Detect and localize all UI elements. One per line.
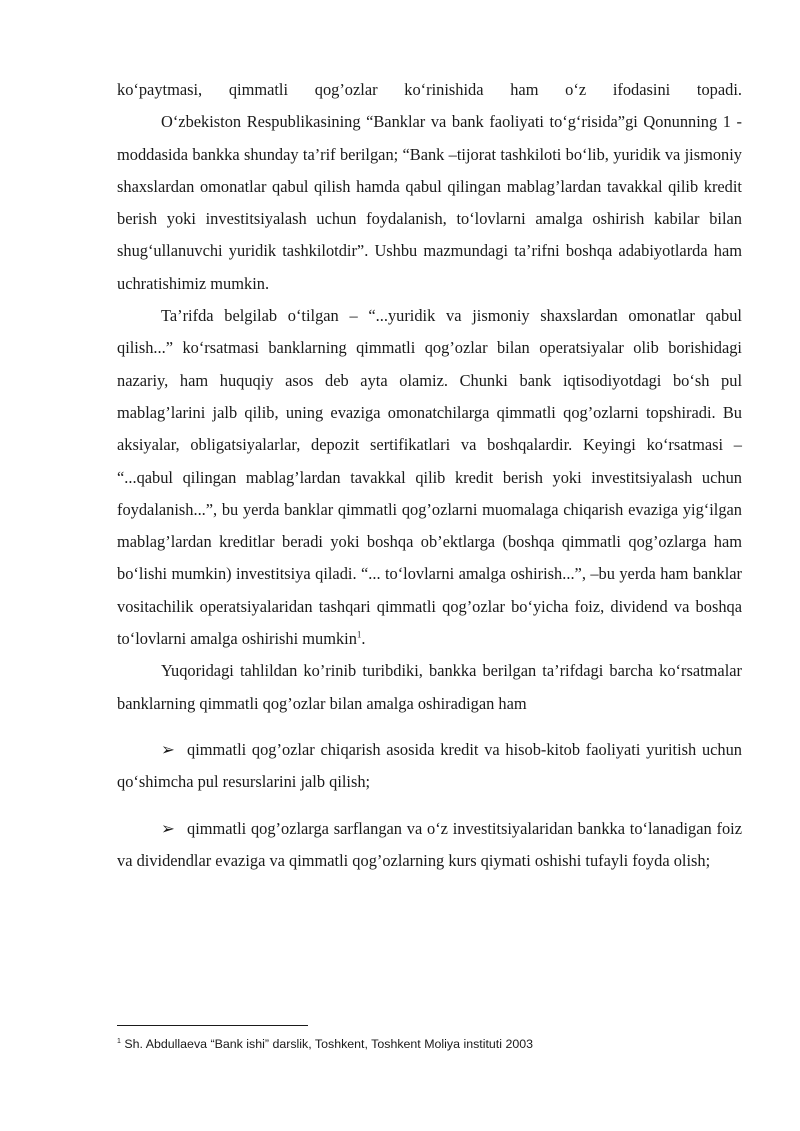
- paragraph-continuation: ko‘paytmasi, qimmatli qog’ozlar ko‘rinishida ham o‘z ifodasini topadi.: [117, 80, 742, 99]
- paragraph-bank-definition: O‘zbekiston Respublikasining “Banklar va bank faoliyati to‘g‘risida”gi Qonunning 1 -moddasida bankka shunday ta’rif berilgan; “Bank –tijorat tashkiloti bo‘lib, yuridik va jismoniy shaxslardan omonatlar qabul qilish hamda qabul qilingan mablag’lardan tavakkal qilib kredit berish yoki investitsiyalash uchun foydalanish, to‘lovlarni amalga oshirish kabilar bilan shug‘ullanuvchi yuridik tashkilotdir”. Ushbu mazmundagi ta’rifni boshqa adabiyotlarda ham uchratishimiz mumkin.: [117, 112, 742, 293]
- footnote-reference[interactable]: 1: [356, 629, 362, 640]
- list-item-text: qimmatli qog’ozlarga sarflangan va o‘z investitsiyalaridan bankka to‘lanadigan foiz va dividendlar evaziga va qimmatli qog’ozlarning kurs qiymati oshishi tufayli foyda olish;: [117, 818, 742, 870]
- list-item: [117, 734, 742, 799]
- list-item: [117, 813, 742, 878]
- paragraph-conclusion: Yuqoridagi tahlildan ko’rinib turibdiki, bankka berilgan ta’rifdagi barcha ko‘rsatmalar banklarning qimmatli qog’ozlar bilan amalga oshiradigan ham: [117, 661, 742, 713]
- list-item-text: qimmatli qog’ozlar chiqarish asosida kredit va hisob-kitob faoliyati yuritish uchun qo‘shimcha pul resurslarini jalb qilish;: [117, 739, 742, 792]
- footnote: [117, 1036, 742, 1052]
- arrow-bullet-icon: ➢: [161, 818, 175, 838]
- footnote-text: Sh. Abdullaeva “Bank ishi” darslik, Toshkent, Toshkent Moliya instituti 2003: [124, 1037, 534, 1051]
- footnote-number: 1: [117, 1037, 121, 1045]
- document-body: [117, 74, 742, 877]
- footnote-divider: [117, 1025, 308, 1026]
- paragraph-analysis: Ta’rifda belgilab o‘tilgan – “...yuridik va jismoniy shaxslardan omonatlar qabul qilish...” ko‘rsatmasi banklarning qimmatli qog’ozlar bilan operatsiyalar olib borishidagi nazariy, ham huquqiy asos deb ayta olamiz. Chunki bank iqtisodiyotdagi bo‘sh pul mablag’larini jalb qilib, uning evaziga omonatchilarga qimmatli qog’ozlarni topshiradi. Bu aksiyalar, obligatsiyalarlar, depozit sertifikatlari va boshqalardir. Keyingi ko‘rsatmasi – “...qabul qilingan mablag’lardan tavakkal qilib kredit berish yoki investitsiyalash uchun foydalanish...”, bu yerda banklar qimmatli qog’ozlarni muomalaga chiqarish evaziga yig‘ilgan mablag’lardan kreditlar beradi yoki boshqa ob’ektlarga (boshqa qimmatli qog’ozlarga ham bo‘lishi mumkin) investitsiya qiladi. “... to‘lovlarni amalga oshirish...”, –bu yerda ham banklar vositachilik operatsiyalaridan tashqari qimmatli qog’ozlar bo‘yicha foiz, dividend va boshqa to‘lovlarni amalga oshirishi mumkin$^1$.: [117, 306, 742, 649]
- paragraph-analysis-text: Ta’rifda belgilab o‘tilgan – “...yuridik va jismoniy shaxslardan omonatlar qabul qilish...” ko‘rsatmasi banklarning qimmatli qog’ozlar bilan operatsiyalar olib borishidagi nazariy, ham huquqiy asos deb ayta olamiz. Chunki bank iqtisodiyotdagi bo‘sh pul mablag’larini jalb qilib, uning evaziga omonatchilarga qimmatli qog’ozlarni topshiradi. Bu aksiyalar, obligatsiyalarlar, depozit sertifikatlari va boshqalardir. Keyingi ko‘rsatmasi – “...qabul qilingan mablag’lardan tavakkal qilib kredit berish yoki investitsiyalash uchun foydalanish...”, bu yerda banklar qimmatli qog’ozlarni muomalaga chiqarish evaziga yig‘ilgan mablag’lardan kreditlar beradi yoki boshqa ob’ektlarga (boshqa qimmatli qog’ozlarga ham bo‘lishi mumkin) investitsiya qiladi. “... to‘lovlarni amalga oshirish...”, –bu yerda ham banklar vositachilik operatsiyalaridan tashqari qimmatli qog’ozlar bo‘yicha foiz, dividend va boshqa to‘lovlarni amalga oshirishi mumkin: [117, 306, 742, 649]
- arrow-bullet-icon: ➢: [161, 739, 175, 759]
